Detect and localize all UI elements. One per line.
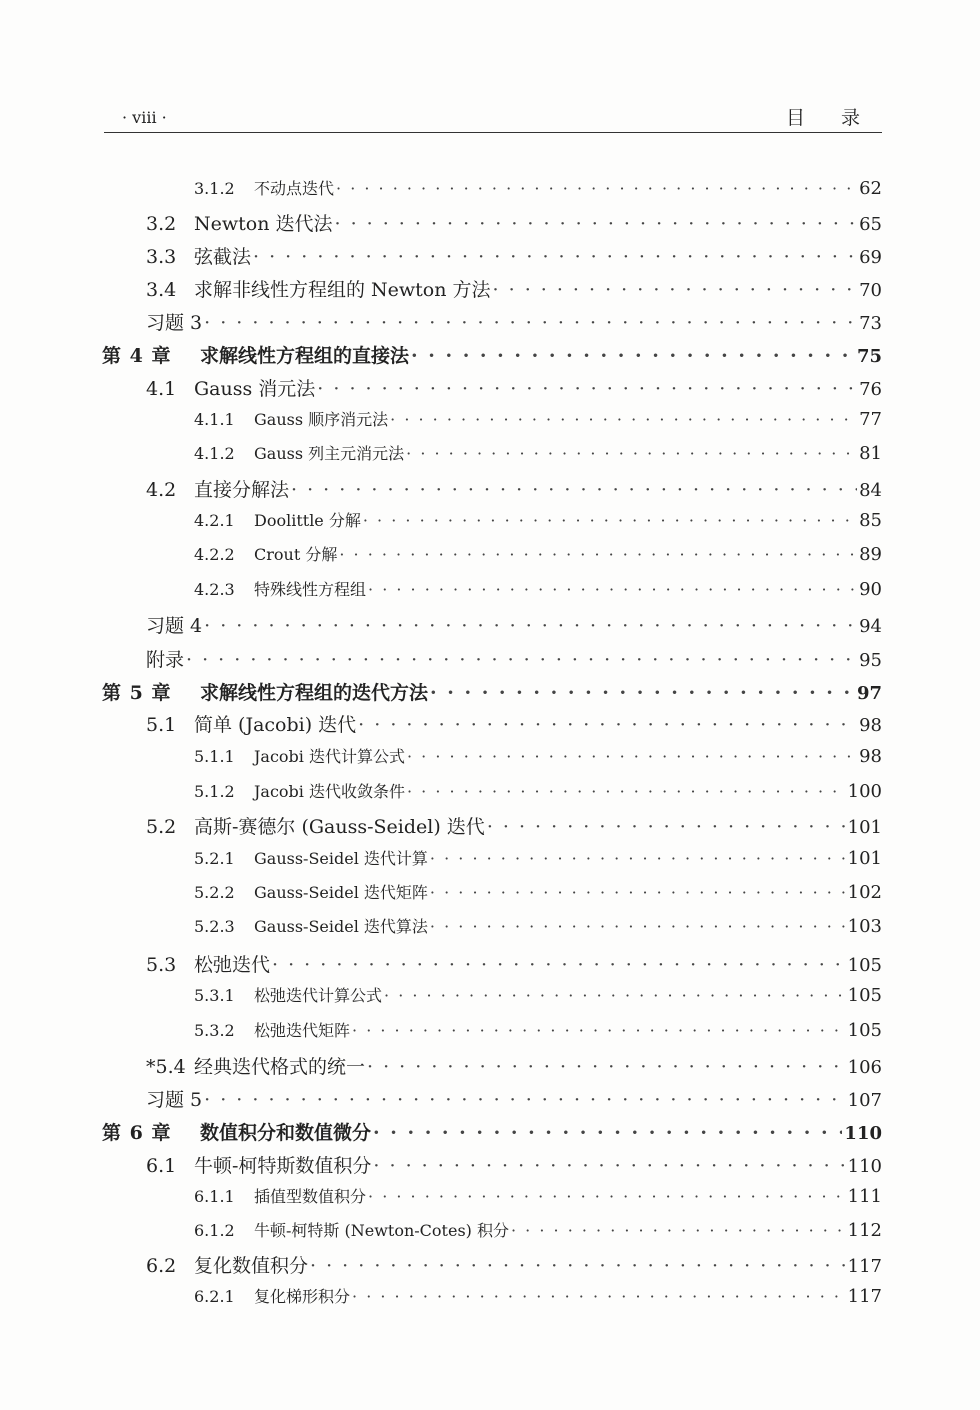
- leader-dots: [493, 279, 858, 301]
- toc-entry-number: 3.1.2: [194, 179, 235, 198]
- leader-dots: [253, 246, 857, 268]
- toc-entry-number: 5.3: [146, 954, 177, 976]
- toc-entry-title: Gauss 列主元消元法: [254, 444, 405, 463]
- page-number: · viii ·: [122, 108, 167, 127]
- toc-entry-number: 5.1.1: [194, 747, 235, 766]
- leader-dots: [352, 1287, 846, 1306]
- leader-dots: [430, 682, 855, 704]
- toc-entry-title: 简单 (Jacobi) 迭代: [194, 714, 357, 736]
- toc-entry-number: 第 5 章: [102, 682, 172, 704]
- toc-entry-page: 106: [847, 1057, 882, 1078]
- leader-dots: [373, 1155, 845, 1177]
- toc-entry-number: 6.2: [146, 1255, 177, 1277]
- toc-entry-page: 81: [859, 443, 882, 464]
- toc-entry[interactable]: [194, 983, 882, 1006]
- toc-entry-title: 求解线性方程组的直接法: [200, 345, 410, 367]
- toc-entry-number: 第 6 章: [102, 1122, 172, 1144]
- toc-entry[interactable]: [146, 209, 882, 236]
- toc-entry-title: 求解线性方程组的迭代方法: [200, 682, 429, 704]
- toc-entry[interactable]: [194, 744, 882, 767]
- toc-entry-title: Gauss 消元法: [194, 378, 316, 400]
- leader-dots: [363, 511, 857, 530]
- toc-entry[interactable]: [194, 577, 882, 600]
- toc-entry[interactable]: [194, 176, 882, 199]
- toc-entry-title: Jacobi 迭代计算公式: [254, 747, 405, 766]
- toc-entry-title: Gauss 顺序消元法: [254, 410, 389, 429]
- toc-entry-page: 98: [859, 746, 882, 767]
- toc-entry-title: 松弛迭代计算公式: [254, 986, 383, 1005]
- toc-entry[interactable]: [102, 678, 882, 705]
- toc-entry-page: 100: [847, 781, 882, 802]
- toc-entry-number: 6.2.1: [194, 1287, 235, 1306]
- toc-entry[interactable]: [194, 914, 882, 937]
- toc-entry-number: 4.1.1: [194, 410, 235, 429]
- toc-entry-number: 3.4: [146, 279, 177, 301]
- toc-entry[interactable]: [146, 475, 882, 502]
- toc-entry[interactable]: [194, 779, 882, 802]
- toc-entry-number: 3.3: [146, 246, 177, 268]
- toc-entry[interactable]: [146, 611, 882, 638]
- toc-entry-page: 75: [856, 346, 882, 367]
- leader-dots: [430, 883, 846, 902]
- toc-entry-title: 复化数值积分: [194, 1255, 309, 1277]
- toc-entry-page: 110: [844, 1123, 882, 1144]
- leader-dots: [334, 213, 857, 235]
- toc-entry[interactable]: [146, 950, 882, 977]
- toc-entry-number: 4.2.2: [194, 545, 235, 564]
- toc-entry[interactable]: [194, 880, 882, 903]
- leader-dots: [272, 954, 846, 976]
- leader-dots: [204, 1089, 846, 1111]
- toc-entry-page: 65: [859, 214, 882, 235]
- toc-entry-page: 107: [847, 1090, 882, 1111]
- toc-entry-title: 特殊线性方程组: [254, 580, 367, 599]
- toc-entry-title: 不动点迭代: [254, 179, 335, 198]
- toc-entry-title: 高斯-赛德尔 (Gauss-Seidel) 迭代: [194, 816, 485, 838]
- toc-entry-title: Gauss-Seidel 迭代计算: [254, 849, 428, 868]
- toc-entry[interactable]: [146, 308, 882, 335]
- toc-entry-number: 5.1.2: [194, 782, 235, 801]
- toc-entry-title: 附录: [146, 649, 185, 671]
- toc-entry[interactable]: [194, 441, 882, 464]
- toc-entry-number: 4.2.3: [194, 580, 235, 599]
- toc-entry-page: 105: [847, 985, 882, 1006]
- leader-dots: [367, 1056, 846, 1078]
- leader-dots: [368, 580, 857, 599]
- leader-dots: [204, 312, 857, 334]
- leader-dots: [358, 714, 857, 736]
- toc-entry-page: 94: [859, 616, 882, 637]
- toc-entry-number: 6.1.1: [194, 1187, 235, 1206]
- toc-entry-number: 6.1.2: [194, 1221, 235, 1240]
- leader-dots: [511, 1221, 846, 1240]
- leader-dots: [430, 917, 846, 936]
- leader-dots: [352, 1021, 846, 1040]
- toc-entry-page: 69: [859, 247, 882, 268]
- toc-entry-page: 101: [847, 817, 882, 838]
- section-title: 目录: [785, 107, 896, 129]
- toc-entry-page: 89: [859, 544, 882, 565]
- leader-dots: [373, 1122, 842, 1144]
- toc-entry-page: 84: [859, 480, 882, 501]
- toc-entry-number: 5.3.2: [194, 1021, 235, 1040]
- toc-entry[interactable]: [146, 374, 882, 401]
- toc-entry-number: 4.1.2: [194, 444, 235, 463]
- toc-entry-number: 4.1: [146, 378, 177, 400]
- leader-dots: [368, 1187, 846, 1206]
- toc-entry-title: 插值型数值积分: [254, 1187, 367, 1206]
- toc-entry-title: Gauss-Seidel 迭代算法: [254, 917, 428, 936]
- toc-entry-title: 弦截法: [194, 246, 252, 268]
- toc-entry-page: 110: [847, 1156, 882, 1177]
- leader-dots: [487, 816, 846, 838]
- leader-dots: [407, 747, 857, 766]
- toc-entry[interactable]: [146, 1251, 882, 1278]
- toc-entry[interactable]: [194, 1018, 882, 1041]
- toc-entry[interactable]: [146, 1052, 882, 1079]
- toc-entry[interactable]: [194, 508, 882, 531]
- leader-dots: [407, 782, 846, 801]
- toc-entry[interactable]: [146, 1151, 882, 1178]
- toc-entry-page: 70: [859, 280, 882, 301]
- toc-entry[interactable]: [194, 1184, 882, 1207]
- toc-entry-page: 77: [859, 409, 882, 430]
- toc-entry-page: 105: [847, 955, 882, 976]
- toc-entry-number: 4.2.1: [194, 511, 235, 530]
- toc-entry-page: 105: [847, 1020, 882, 1041]
- toc-entry-page: 85: [859, 510, 882, 531]
- toc-entry-number: 5.2.3: [194, 917, 235, 936]
- toc-entry-title: Crout 分解: [254, 545, 338, 564]
- toc-entry-title: 习题 5: [146, 1089, 203, 1111]
- toc-entry[interactable]: [194, 846, 882, 869]
- toc-entry-title: Gauss-Seidel 迭代矩阵: [254, 883, 428, 902]
- toc-entry-page: 111: [847, 1186, 882, 1207]
- toc-entry-page: 117: [847, 1256, 882, 1277]
- toc-entry[interactable]: [146, 1085, 882, 1112]
- toc-entry-title: 求解非线性方程组的 Newton 方法: [194, 279, 491, 301]
- toc-entry-page: 102: [847, 882, 882, 903]
- toc-entry-number: 5.3.1: [194, 986, 235, 1005]
- toc-entry-number: 第 4 章: [102, 345, 172, 367]
- toc-entry[interactable]: [194, 407, 882, 430]
- toc-entry-number: 5.1: [146, 714, 177, 736]
- toc-entry-number: *5.4: [146, 1056, 186, 1078]
- leader-dots: [317, 378, 857, 400]
- toc-entry-page: 103: [847, 916, 882, 937]
- toc-entry-page: 62: [859, 178, 882, 199]
- leader-dots: [430, 849, 846, 868]
- toc-entry[interactable]: [194, 1284, 882, 1307]
- toc-entry[interactable]: [102, 341, 882, 368]
- leader-dots: [310, 1255, 846, 1277]
- toc-entry-number: 5.2.2: [194, 883, 235, 902]
- leader-dots: [204, 615, 857, 637]
- toc-entry-page: 90: [859, 579, 882, 600]
- toc-entry-title: 经典迭代格式的统一: [194, 1056, 366, 1078]
- toc-entry-page: 97: [856, 683, 882, 704]
- toc-entry-page: 101: [847, 848, 882, 869]
- toc-entry[interactable]: [194, 1218, 882, 1241]
- toc-entry-title: 数值积分和数值微分: [200, 1122, 372, 1144]
- leader-dots: [406, 444, 857, 463]
- toc-entry-page: 73: [859, 313, 882, 334]
- toc-entry-number: 3.2: [146, 213, 177, 235]
- toc-entry-title: Newton 迭代法: [194, 213, 333, 235]
- toc-entry[interactable]: [146, 275, 882, 302]
- leader-dots: [339, 545, 857, 564]
- toc-entry-title: 牛顿-柯特斯数值积分: [194, 1155, 372, 1177]
- leader-dots: [411, 345, 855, 367]
- toc-entry-title: 牛顿-柯特斯 (Newton-Cotes) 积分: [254, 1221, 509, 1240]
- toc-entry-page: 112: [847, 1220, 882, 1241]
- toc-entry-title: 直接分解法: [194, 479, 290, 501]
- toc-entry[interactable]: [194, 542, 882, 565]
- toc-entry-number: 5.2.1: [194, 849, 235, 868]
- leader-dots: [384, 986, 846, 1005]
- toc-entry-page: 98: [859, 715, 882, 736]
- toc-entry-title: 习题 3: [146, 312, 203, 334]
- leader-dots: [186, 649, 857, 671]
- toc-entry[interactable]: [146, 710, 882, 737]
- toc-entry-page: 76: [859, 379, 882, 400]
- toc-entry[interactable]: [146, 242, 882, 269]
- toc-entry[interactable]: [102, 1118, 882, 1145]
- leader-dots: [390, 410, 857, 429]
- toc-entry-title: Jacobi 迭代收敛条件: [254, 782, 405, 801]
- toc-entry-number: 5.2: [146, 816, 177, 838]
- leader-dots: [291, 479, 857, 501]
- toc-entry-title: Doolittle 分解: [254, 511, 361, 530]
- toc-entry-title: 松弛迭代矩阵: [254, 1021, 351, 1040]
- leader-dots: [336, 179, 857, 198]
- toc-entry-title: 复化梯形积分: [254, 1287, 351, 1306]
- toc-entry-title: 习题 4: [146, 615, 203, 637]
- toc-entry-number: 6.1: [146, 1155, 177, 1177]
- toc-entry-number: 4.2: [146, 479, 177, 501]
- toc-entry[interactable]: [146, 645, 882, 672]
- toc-entry[interactable]: [146, 812, 882, 839]
- toc-entry-page: 117: [847, 1286, 882, 1307]
- toc-entry-page: 95: [859, 650, 882, 671]
- toc-entry-title: 松弛迭代: [194, 954, 271, 976]
